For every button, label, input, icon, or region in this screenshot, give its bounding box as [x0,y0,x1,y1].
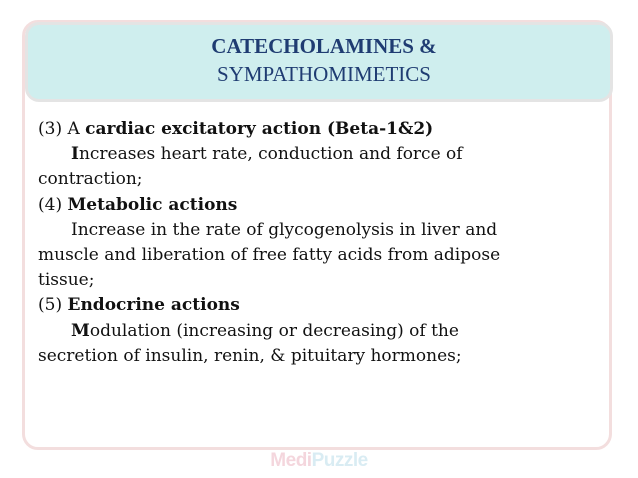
item-4-prefix: (4) [38,194,68,215]
item-5-heading-line [38,293,598,318]
item-3-prefix: (3) A [38,119,86,139]
item-3-body-text-1: ncreases heart rate, conduction and force of [78,144,463,165]
slide-body [38,117,598,369]
slide-subtitle: SYMPATHOMIMETICS [217,62,431,86]
item-5-heading: Endocrine actions [67,295,240,316]
item-3-initial: I [71,144,79,165]
item-5-initial: M [71,320,90,341]
item-4-body-line-2: muscle and liberation of free fatty acids from adipose [38,245,501,266]
item-4-heading: Metabolic actions [67,194,238,215]
item-5-prefix: (5) [38,295,68,316]
watermark-part-2: Puzzle [311,450,368,471]
item-4-body-line-1: Increase in the rate of glycogenolysis in liver and [71,219,498,240]
item-5-body-line-2: secretion of insulin, renin, & pituitary hormones; [38,345,462,366]
item-4-body-line-3: tissue; [38,270,95,291]
item-4-heading-line [38,193,598,218]
item-3-body-line-2: contraction; [38,169,143,190]
item-5-body-text-1: odulation (increasing or decreasing) of the [89,320,459,341]
watermark-part-1: Medi [270,450,312,471]
item-5-body-line-1 [38,319,598,344]
watermark-logo [0,450,638,472]
item-3-heading: cardiac excitatory action (Beta-1&2) [85,119,434,139]
item-3-heading-line [38,117,598,142]
slide-title: CATECHOLAMINES & [211,34,437,58]
item-3-body-line-1 [38,142,598,167]
